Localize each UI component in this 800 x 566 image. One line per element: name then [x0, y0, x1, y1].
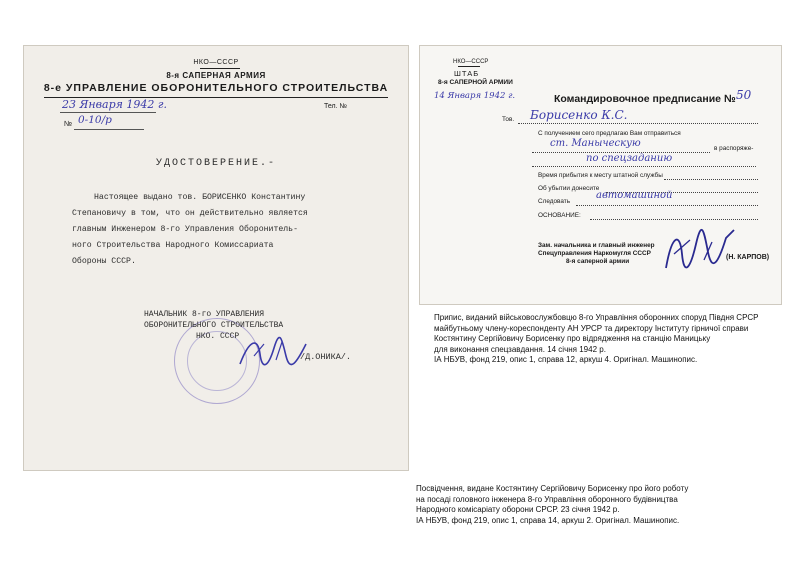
caption-line: ІА НБУВ, фонд 219, опис 1, справа 12, аркуш 4. Оригінал. Машинопис.	[434, 355, 698, 364]
caption-line: Припис, виданий військовослужбовцю 8-го Управління оборонних споруд Півдня СРСР	[434, 313, 759, 322]
field-underline	[532, 166, 756, 167]
caption-right	[434, 313, 758, 366]
body-line: Степановичу в том, что он действительно является	[72, 209, 308, 218]
caption-line: Костянтину Сергійовичу Борисенку про відрядження на станцію Маницьку	[434, 334, 711, 343]
document-title: УДОСТОВЕРЕНИЕ.-	[155, 158, 276, 169]
report-label: Об убытии донесите	[538, 185, 600, 192]
org-top: НКО—СССР	[193, 59, 239, 66]
arrival-label: Время прибытия к месту штатной службы	[538, 172, 663, 179]
caption-line: Посвідчення, видане Костянтину Сергійовичу Борисенку про його роботу	[416, 484, 689, 493]
purpose-handwritten: по спецзаданию	[586, 153, 673, 164]
sent-label: С получением сего предлагаю Вам отправиться	[538, 130, 681, 137]
destination-handwritten: ст. Маныческую	[550, 138, 641, 149]
field-underline	[590, 219, 758, 220]
date-handwritten: 14 Января 1942 г.	[434, 91, 516, 101]
shtab-label: ШТАБ	[454, 69, 480, 78]
signatory-name: /Д.ОНИКА/.	[300, 352, 352, 362]
basis-label: ОСНОВАНИЕ:	[538, 212, 581, 219]
date-underline	[60, 112, 156, 113]
org-army: 8-я САПЕРНАЯ АРМИЯ	[166, 71, 266, 80]
org-main-title: 8-е УПРАВЛЕНИЕ ОБОРОНИТЕЛЬНОГО СТРОИТЕЛЬСТВА	[43, 82, 389, 94]
tel-label: Тел. №	[324, 103, 348, 110]
number-handwritten: 0-10/р	[78, 114, 112, 126]
field-underline	[576, 205, 758, 206]
caption-left	[416, 484, 688, 526]
field-underline	[664, 179, 758, 180]
body-line: главным Инженером 8-го Управления Оборонитель-	[72, 225, 299, 234]
document-title: Командировочное предписание №	[554, 93, 736, 105]
follow-label: Следовать	[538, 198, 571, 205]
deputy-line: Спецуправления Наркомугля СССР	[538, 250, 651, 257]
certificate-document	[24, 46, 408, 470]
follow-handwritten: автомашиной	[596, 190, 673, 201]
body-line: Обороны СССР.	[72, 257, 136, 266]
org-top: НКО—СССР	[453, 59, 489, 65]
number-prefix: №	[64, 119, 73, 128]
body-line: ного Строительства Народного Комиссариата	[72, 241, 274, 250]
divider	[200, 68, 240, 69]
deputy-line: Зам. начальника и главный инженер	[538, 242, 655, 249]
caption-line: Народного комісаріату оборони СРСР. 23 січня 1942 р.	[416, 505, 620, 514]
deputy-line: 8-я саперной армии	[566, 258, 630, 265]
caption-line: на посаді головного інженера 8-го Управління оборонного будівництва	[416, 494, 678, 504]
tov-name-handwritten: Борисенко К.С.	[530, 108, 628, 122]
deputy-name: (Н. КАРПОВ)	[726, 254, 770, 261]
signature-line: ОБОРОНИТЕЛЬНОГО СТРОИТЕЛЬСТВА	[144, 321, 284, 330]
tov-label: Тов.	[502, 116, 515, 123]
caption-line: для виконання спецзавдання. 14 січня 1942 р.	[434, 344, 606, 354]
number-underline	[74, 129, 144, 130]
order-number-handwritten: 50	[736, 88, 752, 102]
signature-scribble	[660, 224, 740, 276]
signature-line: НАЧАЛЬНИК 8-го УПРАВЛЕНИЯ	[144, 310, 265, 319]
at-disposal-label: в распоряже-	[714, 145, 754, 152]
caption-line: майбутньому члену-кореспонденту АН УРСР та директору Інституту гірничої справи	[434, 323, 749, 333]
org-army: 8-я САПЕРНОЙ АРМИИ	[438, 79, 513, 86]
travel-order-document	[420, 46, 781, 304]
divider	[458, 66, 480, 67]
date-handwritten: 23 Января 1942 г.	[62, 98, 167, 111]
field-underline	[518, 123, 758, 124]
caption-line: ІА НБУВ, фонд 219, опис 1, справа 14, аркуш 2. Оригінал. Машинопис.	[416, 515, 680, 525]
body-line: Настоящее выдано тов. БОРИСЕНКО Константину	[94, 193, 306, 202]
signature-line: НКО. СССР	[196, 332, 240, 341]
